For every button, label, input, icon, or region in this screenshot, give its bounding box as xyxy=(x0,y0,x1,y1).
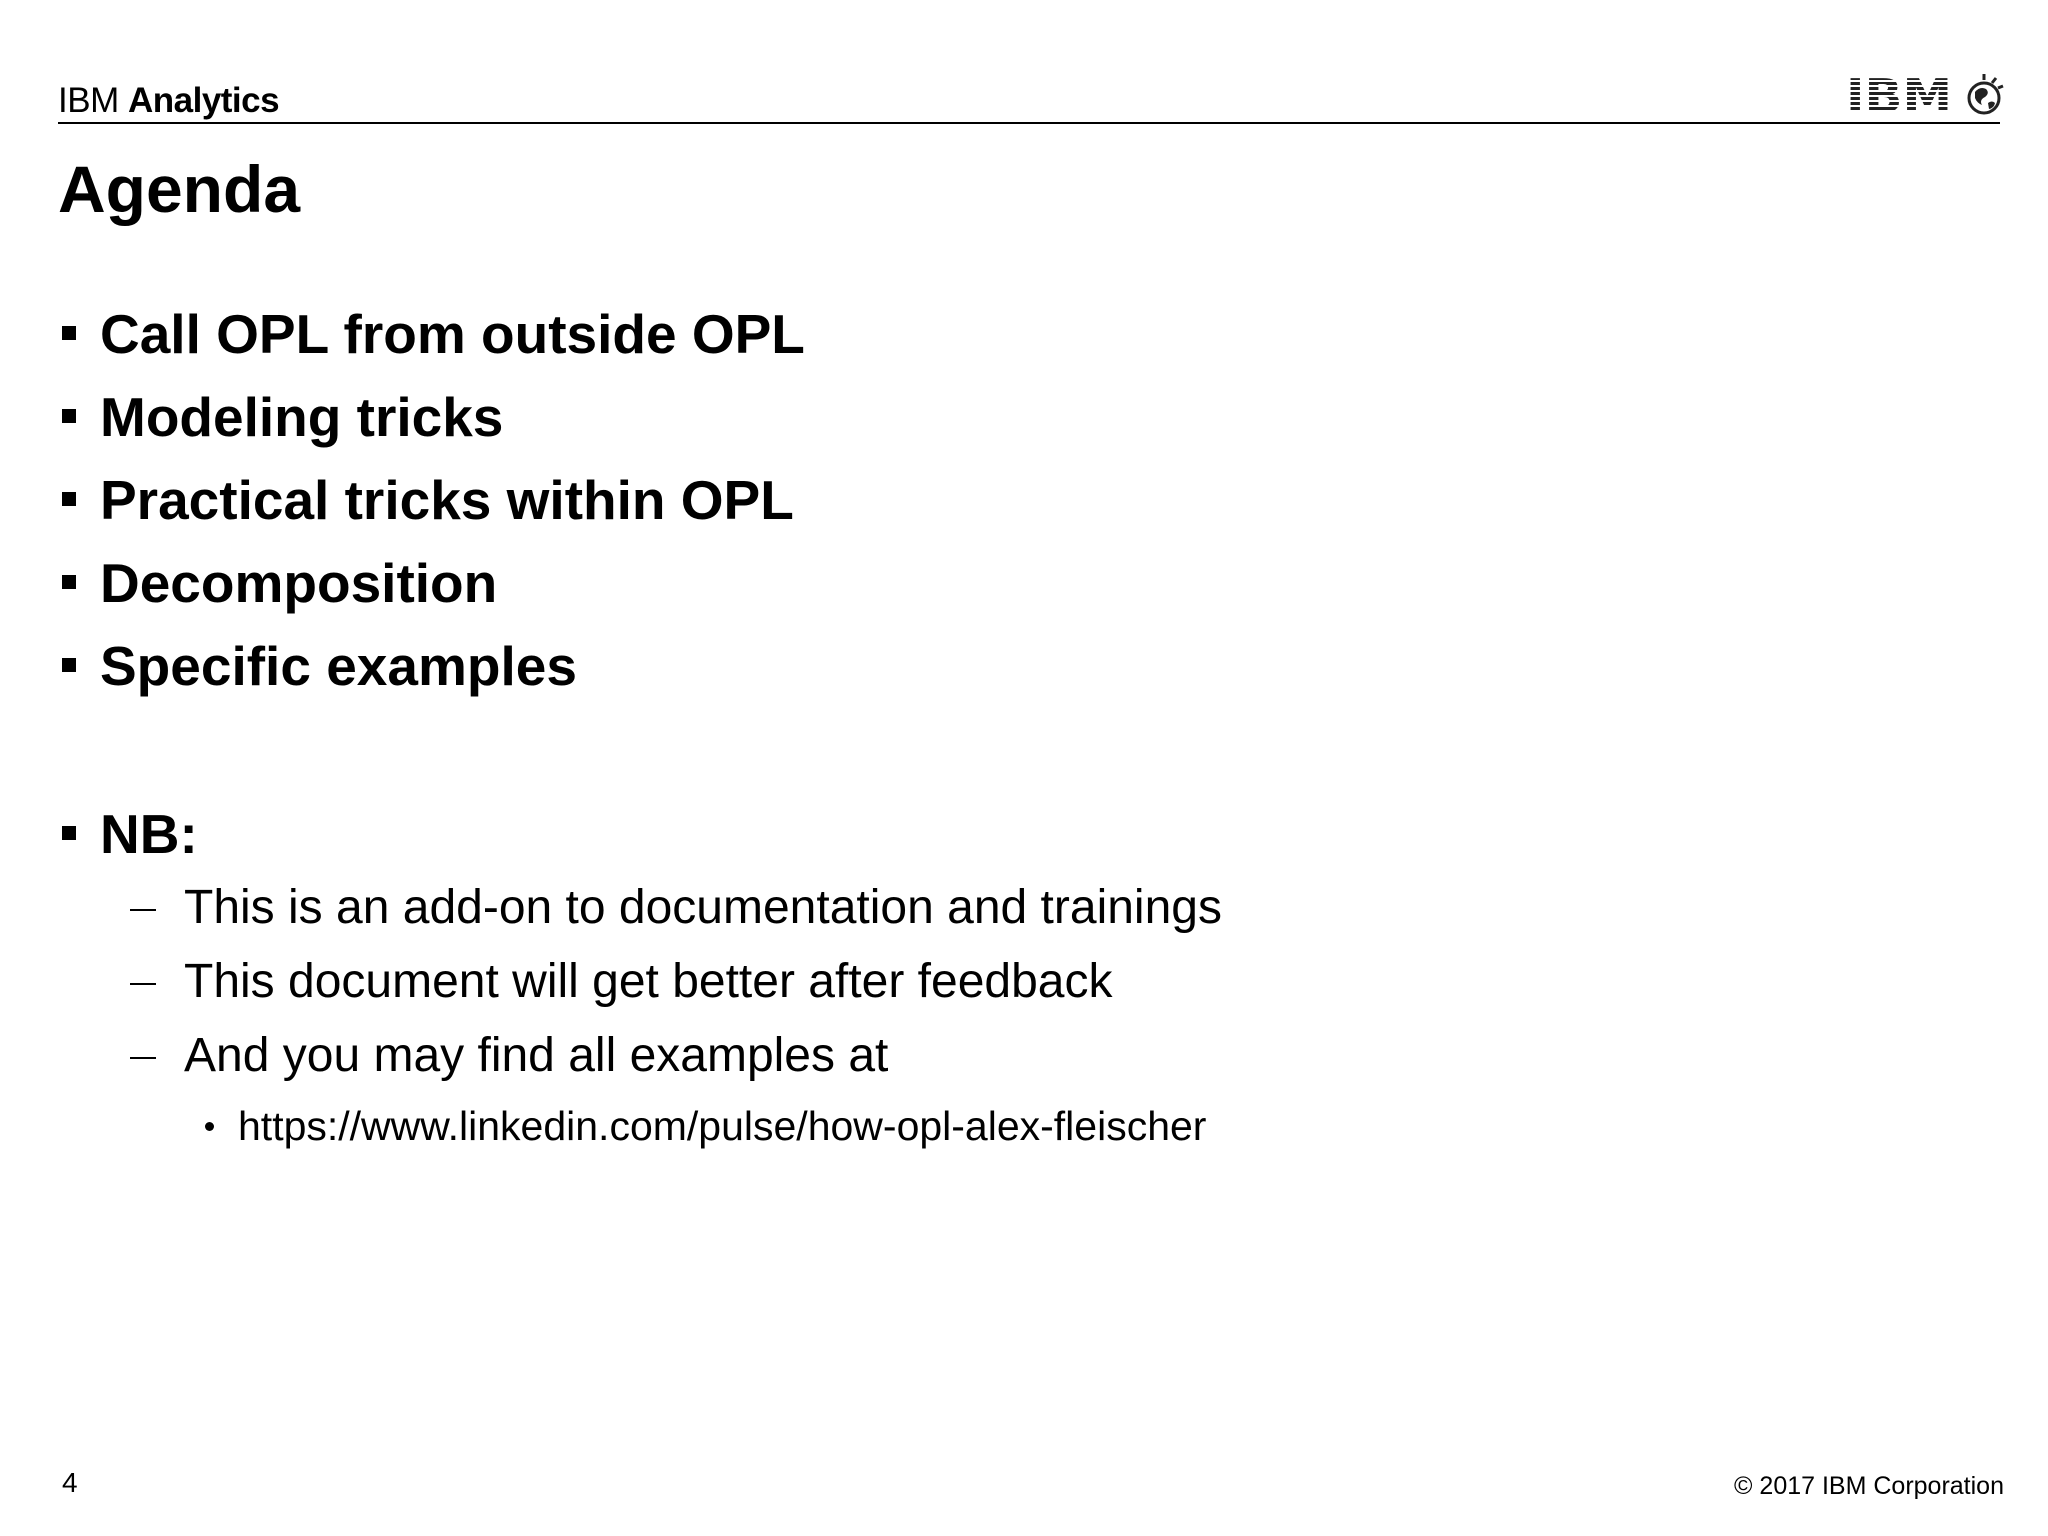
agenda-item xyxy=(62,301,805,367)
square-bullet-icon xyxy=(62,409,76,423)
nb-subitem xyxy=(130,1027,888,1085)
agenda-item-label: Practical tricks within OPL xyxy=(100,469,794,531)
square-bullet-icon xyxy=(62,658,76,672)
dash-bullet-icon xyxy=(130,909,156,911)
agenda-item xyxy=(62,384,503,450)
page-number: 4 xyxy=(62,1467,78,1498)
examples-link[interactable]: https://www.linkedin.com/pulse/how-opl-alex-fleischer xyxy=(238,1103,1207,1149)
nb-subitem xyxy=(130,879,1222,937)
examples-link-item xyxy=(205,1101,1206,1151)
agenda-item xyxy=(62,550,497,616)
square-bullet-icon xyxy=(62,326,76,340)
agenda-item xyxy=(62,467,794,533)
square-bullet-icon xyxy=(62,575,76,589)
nb-heading xyxy=(62,801,198,867)
nb-subitem-label: This document will get better after feedback xyxy=(184,955,1113,1008)
ibm-logo-graphic xyxy=(1846,72,2006,118)
agenda-item-label: Modeling tricks xyxy=(100,386,504,448)
dash-bullet-icon xyxy=(130,983,156,985)
smarter-planet-icon xyxy=(1969,74,2003,113)
brand-prefix: IBM xyxy=(58,81,119,120)
nb-subitem-label: This is an add-on to documentation and trainings xyxy=(184,881,1222,934)
square-bullet-icon xyxy=(62,826,76,840)
page-title: Agenda xyxy=(58,152,301,226)
dash-bullet-icon xyxy=(130,1057,156,1059)
ibm-logo xyxy=(1846,72,2006,118)
nb-subitem xyxy=(130,953,1112,1011)
copyright-notice: © 2017 IBM Corporation xyxy=(1734,1472,2004,1500)
agenda-item-label: Call OPL from outside OPL xyxy=(100,303,805,365)
nb-subitem-label: And you may find all examples at xyxy=(184,1029,889,1082)
brand-name: Analytics xyxy=(127,81,280,120)
nb-label: NB: xyxy=(100,803,198,865)
agenda-item xyxy=(62,633,577,699)
ibm-logo-text: IBM xyxy=(1846,72,1952,118)
square-bullet-icon xyxy=(62,492,76,506)
dot-bullet-icon xyxy=(205,1122,214,1131)
header-divider xyxy=(58,122,2000,124)
agenda-item-label: Specific examples xyxy=(100,635,577,697)
header-brand xyxy=(58,80,279,122)
agenda-item-label: Decomposition xyxy=(100,552,498,614)
